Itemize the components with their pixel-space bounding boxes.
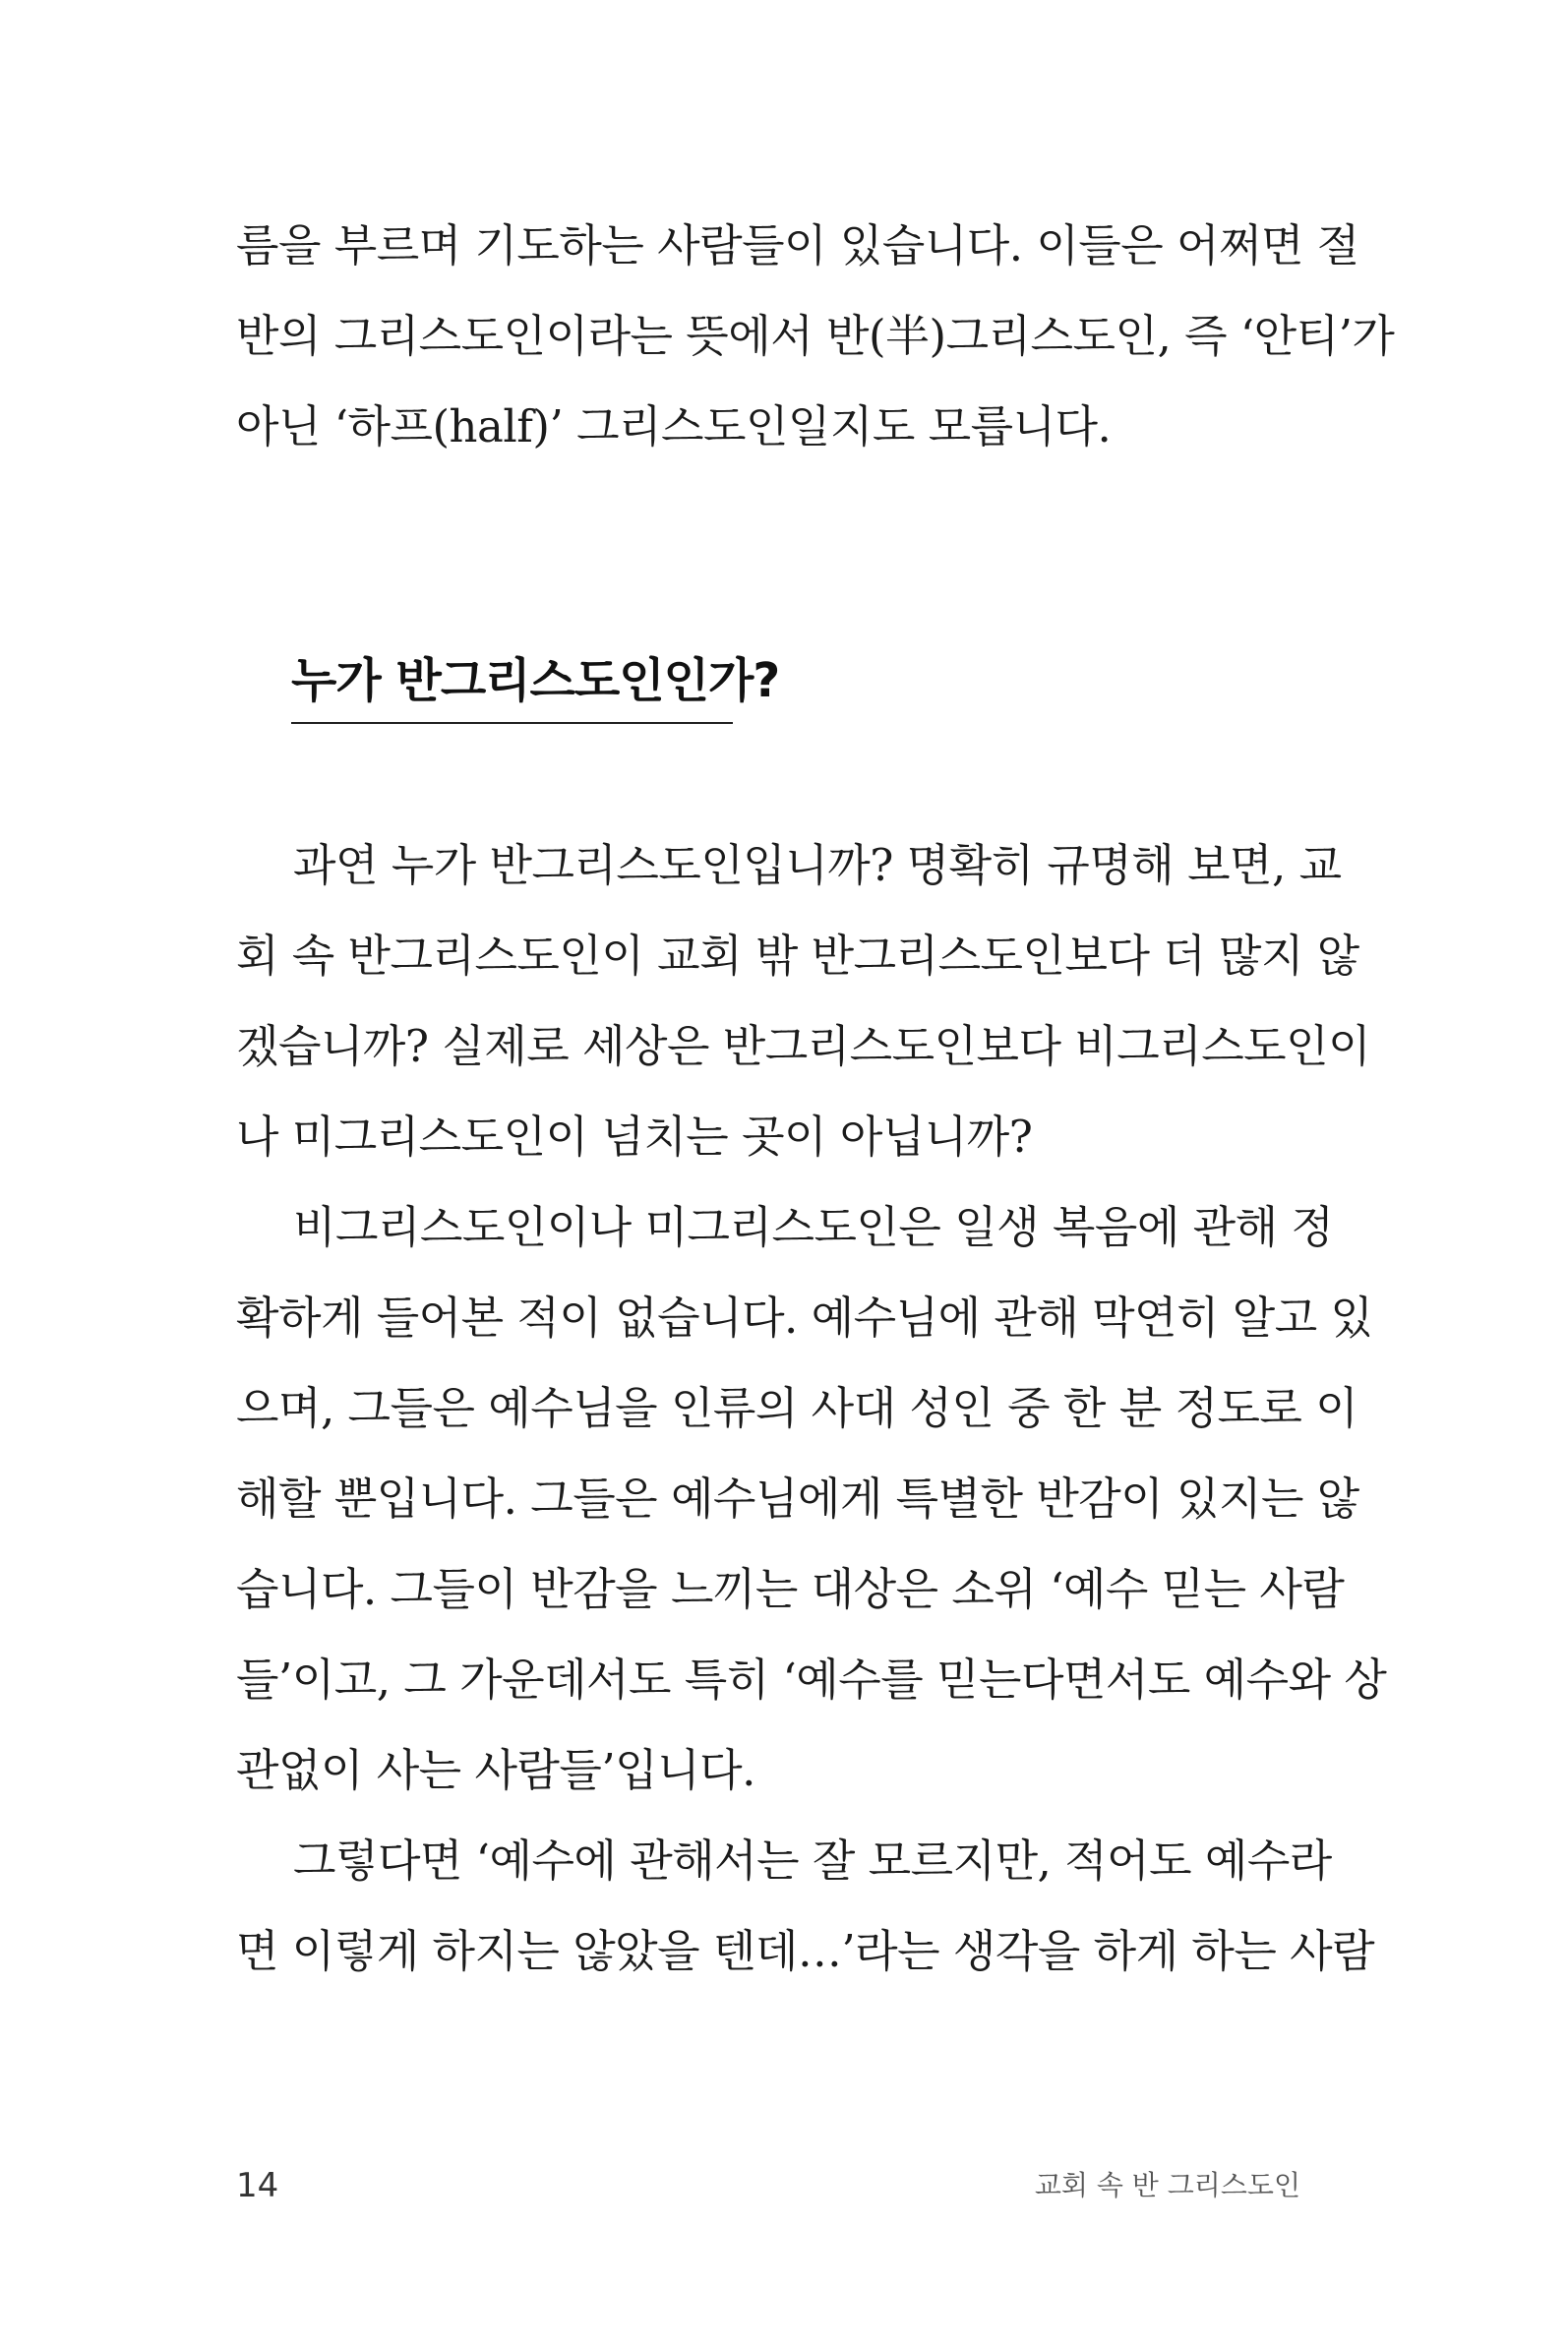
paragraph-2-line-2: 확하게 들어본 적이 없습니다. 예수님에 관해 막연히 알고 있: [236, 1292, 1373, 1344]
paragraph-2-line-5: 습니다. 그들이 반감을 느끼는 대상은 소위 ‘예수 믿는 사람: [236, 1563, 1345, 1615]
intro-line-2: 반의 그리스도인이라는 뜻에서 반(半)그리스도인, 즉 ‘안티’가: [236, 310, 1395, 362]
paragraph-1-line-1: 과연 누가 반그리스도인입니까? 명확히 규명해 보면, 교: [293, 839, 1342, 891]
paragraph-1-line-4: 나 미그리스도인이 넘치는 곳이 아닙니까?: [236, 1111, 1033, 1163]
section-heading: 누가 반그리스도인인가?: [291, 653, 780, 708]
running-title: 교회 속 반 그리스도인: [1034, 2169, 1300, 2201]
paragraph-2-line-6: 들’이고, 그 가운데서도 특히 ‘예수를 믿는다면서도 예수와 상: [236, 1654, 1387, 1706]
paragraph-3-line-2: 면 이렇게 하지는 않았을 텐데…’라는 생각을 하게 하는 사람: [236, 1925, 1375, 1977]
paragraph-2-line-3: 으며, 그들은 예수님을 인류의 사대 성인 중 한 분 정도로 이: [236, 1382, 1358, 1434]
intro-line-3: 아닌 ‘하프(half)’ 그리스도인일지도 모릅니다.: [236, 400, 1112, 452]
paragraph-3-line-1: 그렇다면 ‘예수에 관해서는 잘 모르지만, 적어도 예수라: [293, 1835, 1332, 1887]
paragraph-2-line-7: 관없이 사는 사람들’입니다.: [236, 1744, 755, 1796]
heading-underline: [291, 722, 733, 724]
page-number: 14: [236, 2166, 279, 2205]
paragraph-2-line-4: 해할 뿐입니다. 그들은 예수님에게 특별한 반감이 있지는 않: [236, 1473, 1359, 1525]
paragraph-1-line-3: 겠습니까? 실제로 세상은 반그리스도인보다 비그리스도인이: [236, 1020, 1371, 1072]
paragraph-1-line-2: 회 속 반그리스도인이 교회 밖 반그리스도인보다 더 많지 않: [236, 930, 1359, 982]
paragraph-2-line-1: 비그리스도인이나 미그리스도인은 일생 복음에 관해 정: [293, 1201, 1334, 1253]
intro-line-1: 름을 부르며 기도하는 사람들이 있습니다. 이들은 어쩌면 절: [236, 219, 1359, 271]
